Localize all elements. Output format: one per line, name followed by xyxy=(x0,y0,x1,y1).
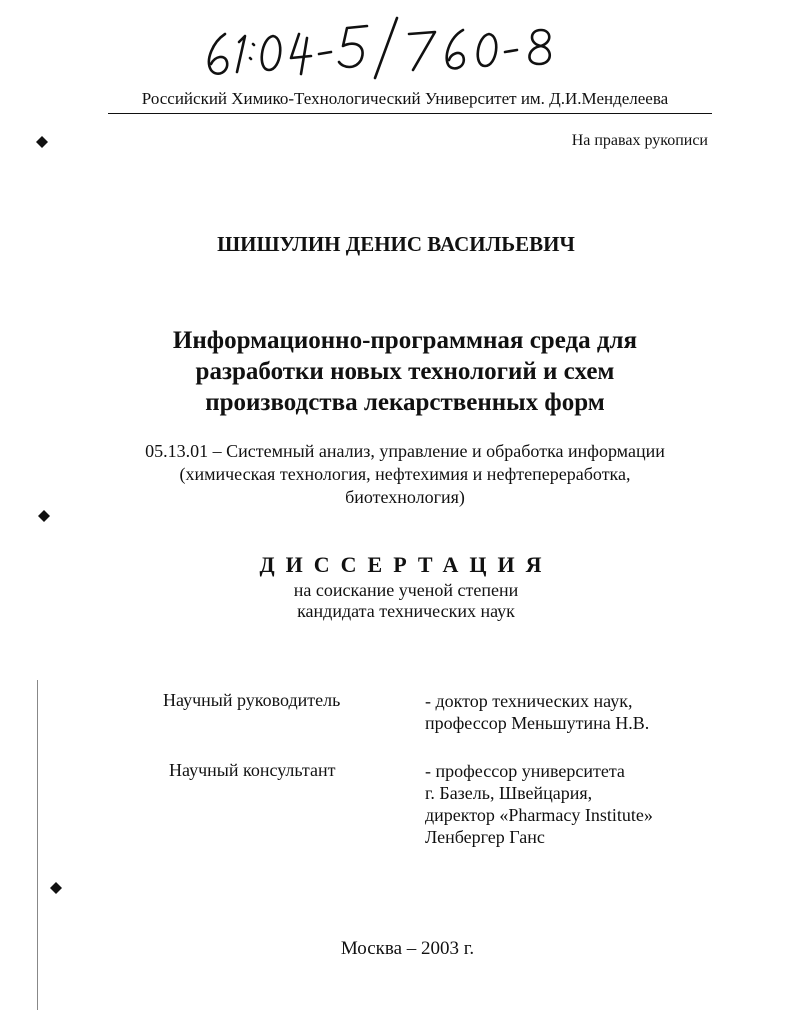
rights-note: На правах рукописи xyxy=(571,132,708,149)
consultant-label: Научный консультант xyxy=(169,760,336,780)
supervisor-line-2: профессор Меньшутина Н.В. xyxy=(425,713,650,733)
punch-hole-mark xyxy=(38,510,50,522)
university-name: Российский Химико-Технологический Университет им. Д.И.Менделеева xyxy=(141,89,669,108)
consultant-line-3: директор «Pharmacy Institute» xyxy=(425,805,653,825)
specialty-line-3: биотехнология) xyxy=(345,487,465,507)
specialty-code xyxy=(90,440,720,509)
dissertation-label: ДИССЕРТАЦИЯ xyxy=(259,552,553,577)
consultant-line-1: - профессор университета xyxy=(425,761,625,781)
consultant-line-4: Ленбергер Ганс xyxy=(425,827,545,847)
supervisor-label: Научный руководитель xyxy=(163,690,341,710)
author-name: ШИШУЛИН ДЕНИС ВАСИЛЬЕВИЧ xyxy=(217,232,575,256)
supervisor-line-1: - доктор технических наук, xyxy=(425,691,633,711)
thesis-title xyxy=(90,325,720,418)
punch-hole-mark xyxy=(36,136,48,148)
header-divider xyxy=(108,113,712,114)
handwriting-drawing xyxy=(195,12,575,82)
thesis-title-line-3: производства лекарственных форм xyxy=(205,389,605,416)
thesis-title-line-1: Информационно-программная среда для xyxy=(172,327,638,354)
specialty-line-1: 05.13.01 – Системный анализ, управление и обработка информации xyxy=(145,441,665,461)
supervisor-details xyxy=(425,690,649,734)
thesis-title-line-2: разработки новых технологий и схем xyxy=(195,358,615,385)
degree-line-2: кандидата технических наук xyxy=(297,601,515,621)
punch-hole-mark xyxy=(50,882,62,894)
specialty-line-2: (химическая технология, нефтехимия и нефтепереработка, xyxy=(179,464,631,484)
consultant-line-2: г. Базель, Швейцария, xyxy=(425,783,593,803)
city-year: Москва – 2003 г. xyxy=(340,938,475,959)
degree-line-1: на соискание ученой степени xyxy=(293,580,519,600)
consultant-details xyxy=(425,760,653,848)
binding-line xyxy=(37,680,38,1010)
handwritten-archive-code xyxy=(195,12,575,82)
degree-description xyxy=(0,580,792,622)
